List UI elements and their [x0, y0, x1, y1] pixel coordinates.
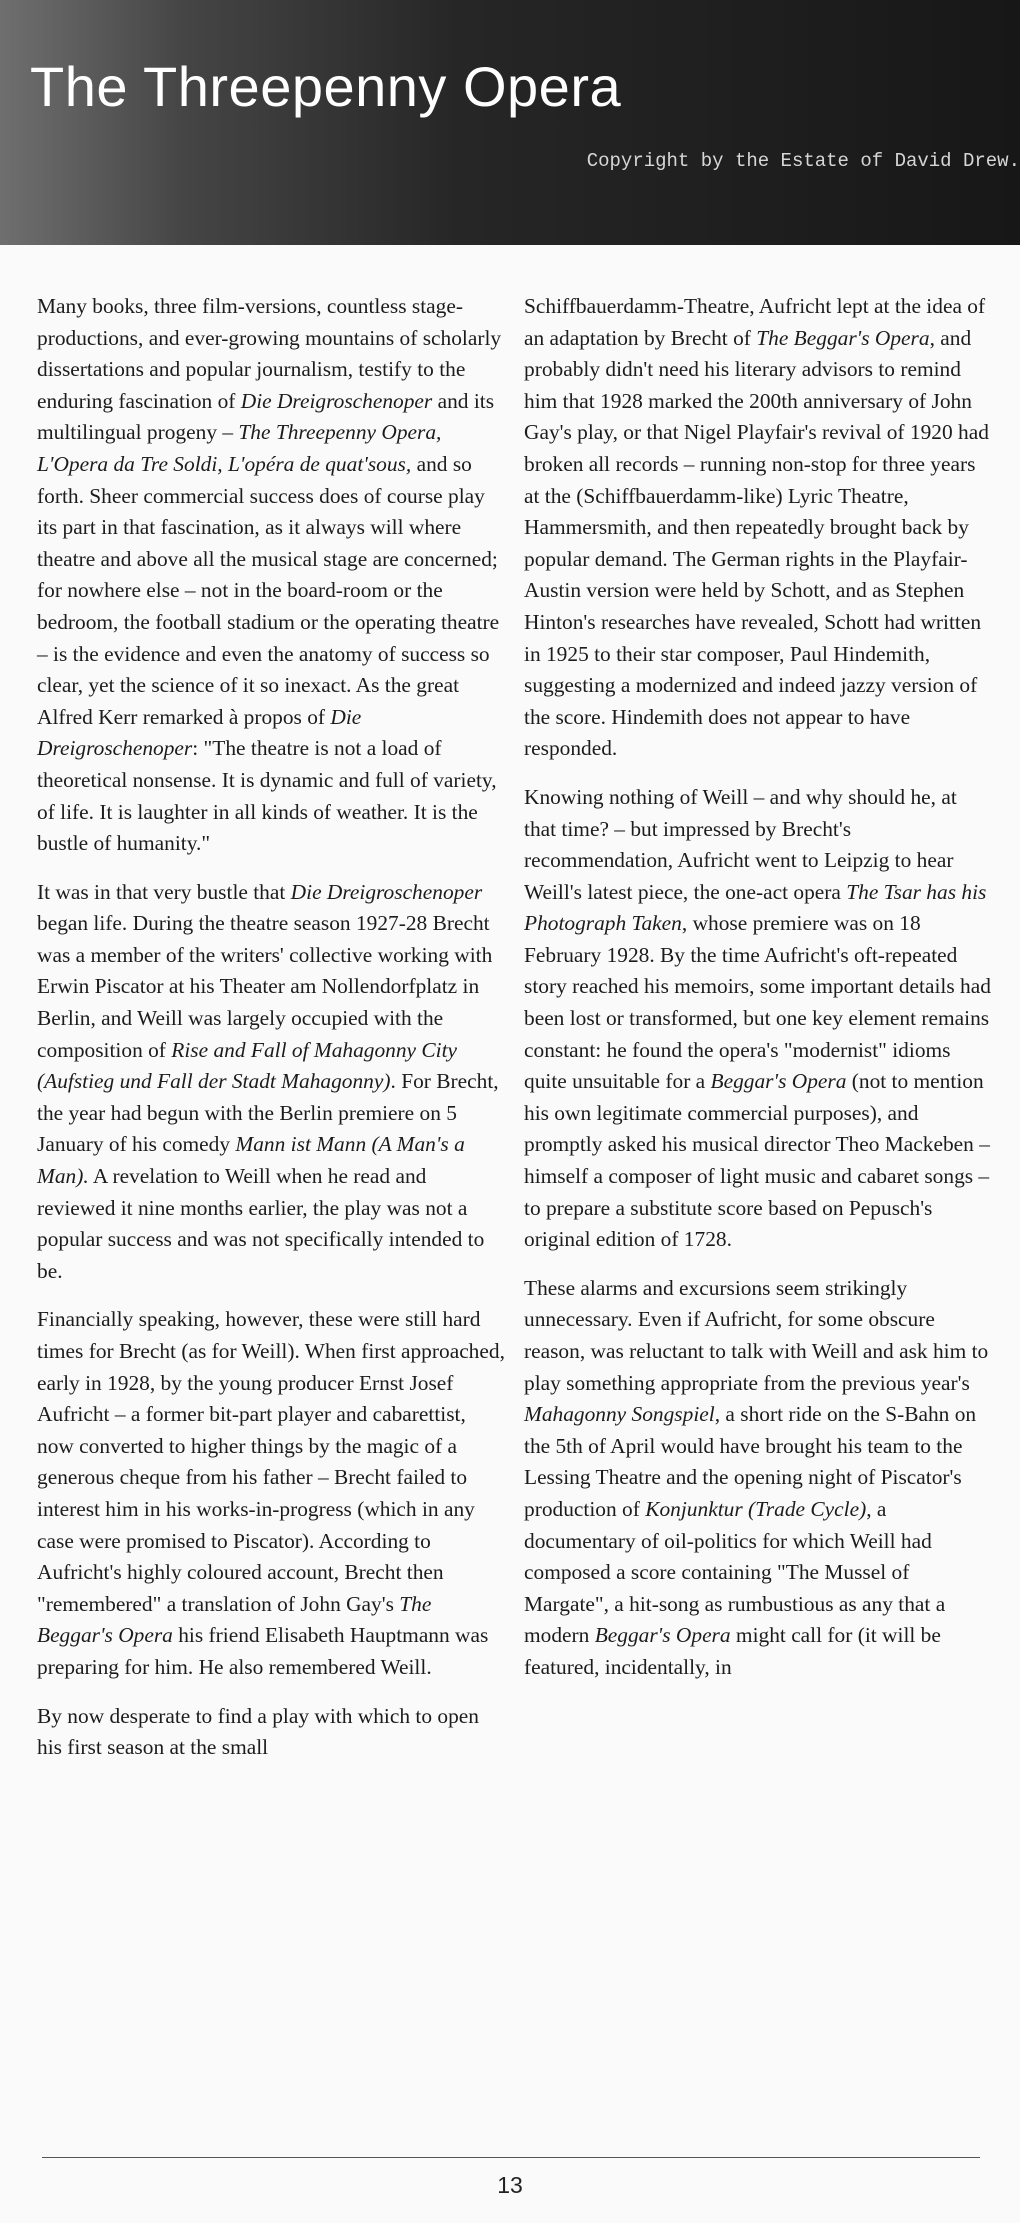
text-run: Financially speaking, however, these were still hard times for Brecht (as for Weill). When first approached, early in 1928, by the young producer Ernst Josef Aufricht – a former bit-part player and cabarettist, now converted to higher things by the magic of a generous cheque from his father – Brecht failed to interest him in his works-in-progress (which in any case were promised to Piscator). According to Aufricht's highly coloured account, Brecht then "remembered" a translation of John Gay's [37, 1307, 505, 1616]
text-run: Many books, three film-versions, countless stage-productions, and ever-growing mountains of scholarly dissertations and popular journalism, testify to the enduring fascination of [37, 294, 502, 413]
italic-text-run: The Threepenny Opera, L'Opera da Tre Soldi, L'opéra de quat'sous, [37, 420, 442, 476]
italic-text-run: Beggar's Opera [594, 1623, 731, 1648]
paragraph [524, 291, 994, 765]
title-banner [0, 0, 1020, 245]
text-run: and its multilingual progeny – [37, 388, 495, 445]
paragraph [37, 1304, 507, 1683]
italic-text-run: The Beggar's Opera [37, 1591, 432, 1648]
italic-text-run: Die Dreigroschenoper [240, 388, 433, 413]
text-run: : "The theatre is not a load of theoretical nonsense. It is dynamic and full of variety, of life. It is laughter in all kinds of weather. It is the bustle of humanity." [37, 736, 497, 856]
italic-text-run: Mann ist Mann (A Man's a Man). [37, 1132, 465, 1189]
footer-divider [42, 2157, 980, 2158]
text-run: , a documentary of oil-politics for which Weill had composed a score containing "The Mussel of Margate", a hit-song as rumbustious as any that a modern [524, 1496, 946, 1648]
text-run: his friend Elisabeth Hauptmann was preparing for him. He also remembered Weill. [37, 1623, 489, 1679]
text-run: (not to mention his own legitimate commercial purposes), and promptly asked his musical director Theo Mackeben – himself a composer of light music and cabaret songs – to prepare a substitute score based on Pepusch's original edition of 1728. [524, 1069, 990, 1252]
paragraph [37, 291, 507, 860]
text-run: A revelation to Weill when he read and reviewed it nine months earlier, the play was not a popular success and was not specifically intended to be. [37, 1164, 485, 1283]
italic-text-run: Beggar's Opera [710, 1069, 847, 1094]
italic-text-run: Die Dreigroschenoper [290, 879, 483, 904]
left-column [37, 291, 507, 1781]
text-run: . For Brecht, the year had begun with the Berlin premiere on 5 January of his comedy [37, 1069, 499, 1157]
paragraph [37, 1701, 507, 1764]
text-run: By now desperate to find a play with which to open his first season at the small [37, 1703, 479, 1760]
text-run: , whose premiere was on 18 February 1928. By the time Aufricht's oft-repeated story reached his memoirs, some important details had been lost or transformed, but one key element remains constant: he found the opera's "modernist" idioms quite unsuitable for a [524, 911, 991, 1094]
text-run: might call for (it will be featured, incidentally, in [524, 1623, 941, 1679]
text-run: , and probably didn't need his literary advisors to remind him that 1928 marked the 200th anniversary of John Gay's play, or that Nigel Playfair's revival of 1920 had broken all records – running non-stop for three years at the (Schiffbauerdamm-like) Lyric Theatre, Hammersmith, and then repeatedly brought back by popular demand. The German rights in the Playfair-Austin version were held by Schott, and as Stephen Hinton's researches have revealed, Schott had written in 1925 to their star composer, Paul Hindemith, suggesting a modernized and indeed jazzy version of the score. Hindemith does not appear to have responded. [524, 325, 989, 761]
paragraph [524, 1273, 994, 1684]
right-column [524, 291, 994, 1701]
italic-text-run: Konjunktur (Trade Cycle) [645, 1496, 867, 1521]
italic-text-run: Mahagonny Songspiel [524, 1402, 715, 1427]
italic-text-run: Die Dreigroschenoper [37, 704, 362, 761]
paragraph [524, 782, 994, 1256]
copyright-notice: Copyright by the Estate of David Drew. [586, 150, 1020, 172]
text-run: Schiffbauerdamm-Theatre, Aufricht lept at the idea of an adaptation by Brecht of [524, 294, 986, 350]
paragraph [37, 877, 507, 1288]
page-title: The Threepenny Opera [30, 55, 622, 118]
page-number: 13 [497, 2172, 523, 2198]
italic-text-run: Rise and Fall of Mahagonny City (Aufstieg und Fall der Stadt Mahagonny) [37, 1037, 458, 1094]
text-run: It was in that very bustle that [37, 879, 291, 904]
text-run: and so forth. Sheer commercial success does of course play its part in that fascination, as it always will where theatre and above all the musical stage are concerned; for nowhere else – not in the board-room or the bedroom, the football stadium or the operating theatre – is the evidence and even the anatomy of success so clear, yet the science of it so inexact. As the great Alfred Kerr remarked à propos of [37, 451, 500, 729]
text-run: Knowing nothing of Weill – and why should he, at that time? – but impressed by Brecht's recommendation, Aufricht went to Leipzig to hear Weill's latest piece, the one-act opera [524, 784, 957, 904]
italic-text-run: The Tsar has his Photograph Taken [524, 879, 987, 936]
italic-text-run: The Beggar's Opera [756, 325, 930, 350]
text-run: , a short ride on the S-Bahn on the 5th of April would have brought his team to the Lessing Theatre and the opening night of Piscator's production of [524, 1402, 977, 1521]
text-run: These alarms and excursions seem strikingly unnecessary. Even if Aufricht, for some obscure reason, was reluctant to talk with Weill and ask him to play something appropriate from the previous year's [524, 1275, 989, 1395]
text-run: began life. During the theatre season 1927-28 Brecht was a member of the writers' collective working with Erwin Piscator at his Theater am Nollendorfplatz in Berlin, and Weill was largely occupied with the composition of [37, 911, 493, 1062]
